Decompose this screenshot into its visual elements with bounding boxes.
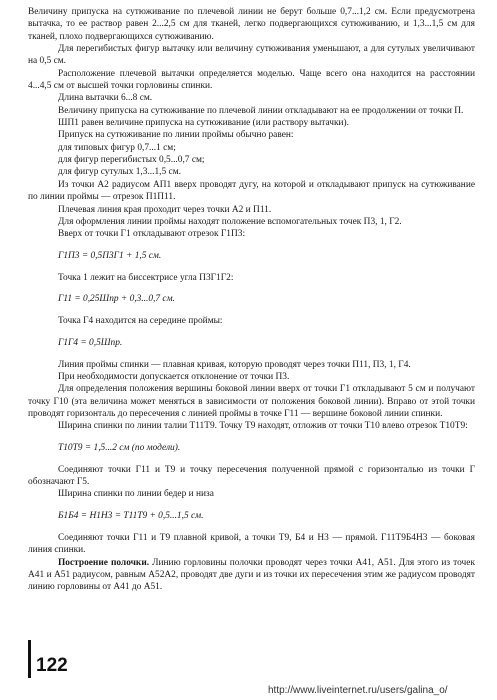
paragraph-text: Г11 = 0,25Шпр + 0,3...0,7 см. [58,294,175,305]
paragraph-text: Соединяют точки Г11 и Т9 плавной кривой, а точки Т9, Б4 и Н3 — прямой. Г11Т9Б4Н3 — боковая линия спинки. [28,532,475,556]
paragraph-text: Расположение плечевой вытачки определяется моделью. Чаще всего она находится на расстоянии 4...4,5 см от высшей точки горловины спинки. [28,68,475,92]
paragraph [28,166,475,178]
paragraph-text: Г1П3 = 0,5П3Г1 + 1,5 см. [58,250,162,261]
paragraph [28,510,475,522]
paragraph-text: для фигур сутулых 1,3...1,5 см. [58,167,181,178]
paragraph-text: Т10Т9 = 1,5...2 см (по модели). [58,443,181,454]
paragraph [28,442,475,454]
paragraph [28,117,475,129]
paragraph-text: Ширина спинки по линии бедер и низа [58,489,214,500]
paragraph-text: При необходимости допускается отклонение от точки П3. [58,371,290,382]
paragraph-text: Величину припуска на сутюживание по плечевой линии откладывают на ее продолжении от точки П. [58,105,464,116]
paragraph-text: Соединяют точки Г11 и Т9 и точку пересечения полученной прямой с горизонталью из точки Г обозначают Г5. [28,464,475,488]
paragraph [28,204,475,216]
paragraph-text: Точка Г4 находится на середине проймы: [58,316,223,327]
paragraph [28,293,475,305]
paragraph-text: Величину припуска на сутюживание по плечевой линии не берут больше 0,7...1,2 см. Если предусмотрена вытачка, то ее раствор равен 2...2,5 см для тканей, легко подвергающихся сутюживанию, и 1,3...1,5 см для тканей, плохо подвергающихся сутюживанию. [28,7,475,42]
paragraph-text: Для определения положения вершины боковой линии вверх от точки Г1 откладывают 5 см и получают точку Г10 (эта величина может меняться в зависимости от положения боковой линии). Вправо от этой точки проводят горизонталь до пересечения с линией проймы в точке Г11 — вершине боковой линии спинки. [28,384,475,419]
paragraph [28,142,475,154]
paragraph-text: Для перегибистых фигур вытачку или величину сутюживания уменьшают, а для сутулых увеличивают на 0,5 см. [28,44,475,67]
paragraph [28,179,475,204]
page-body [28,6,475,646]
paragraph-text: для фигур перегибистых 0,5...0,7 см; [58,155,205,166]
paragraph [28,315,475,327]
paragraph [28,359,475,371]
paragraph-text: Линию горловины полочки проводят через точки А41, А51. Для этого из точек А41 и А51 радиусом, равным А52А2, проводят две дуги и из точки их пересечения этим же радиусом проводят линию горловины от А41 до А51. [28,557,475,593]
margin-bar [28,640,31,678]
paragraph-text: Вверх от точки Г1 откладывают отрезок Г1П3: [58,229,246,240]
section-heading: Построение полочки. [58,557,150,568]
paragraph [28,228,475,240]
paragraph-text: Для оформления линии проймы находят положение вспомогательных точек П3, 1, Г2. [58,216,402,227]
paragraph-text: Припуск на сутюживание по линии проймы обычно равен: [58,130,294,141]
paragraph [28,92,475,104]
paragraph-text: Точка 1 лежит на биссектрисе угла П3Г1Г2: [58,272,234,283]
paragraph-text: Г1Г4 = 0,5Шпр. [58,337,123,348]
paragraph [28,337,475,349]
paragraph-text: Из точки А2 радиусом АП1 вверх проводят дугу, на которой и откладывают припуск на сутюживание по линии проймы — отрезок П1П11. [28,179,475,203]
paragraph-text: Длина вытачки 6...8 см. [58,93,153,104]
page-number: 122 [36,655,68,676]
paragraph [28,371,475,383]
paragraph [28,68,475,93]
paragraph [28,557,475,594]
paragraph [28,532,475,557]
paragraph [28,420,475,432]
footer-url[interactable]: http://www.liveinternet.ru/users/galina_o/ [268,685,448,696]
paragraph [28,6,475,43]
paragraph-text: ШП1 равен величине припуска на сутюживание (или раствору вытачки). [58,118,350,129]
paragraph-text: Ширина спинки по линии талии Т11Т9. Точку Т9 находят, отложив от точки Т10 влево отрезок Т10Т9: [58,421,468,432]
paragraph [28,383,475,420]
paragraph-text: Линия проймы спинки — плавная кривая, которую проводят через точки П11, П3, 1, Г4. [58,359,411,370]
paragraph [28,216,475,228]
paragraph [28,250,475,262]
paragraph-text: для типовых фигур 0,7...1 см; [58,142,176,153]
paragraph [28,154,475,166]
paragraph-text: Плечевая линия края проходит через точки А2 и П11. [58,204,272,215]
paragraph [28,464,475,489]
paragraph [28,43,475,68]
paragraph [28,105,475,117]
paragraph [28,129,475,141]
paragraph [28,272,475,284]
paragraph-text: Б1Б4 = Н1Н3 = Т11Т9 + 0,5...1,5 см. [58,511,204,522]
paragraph [28,488,475,500]
